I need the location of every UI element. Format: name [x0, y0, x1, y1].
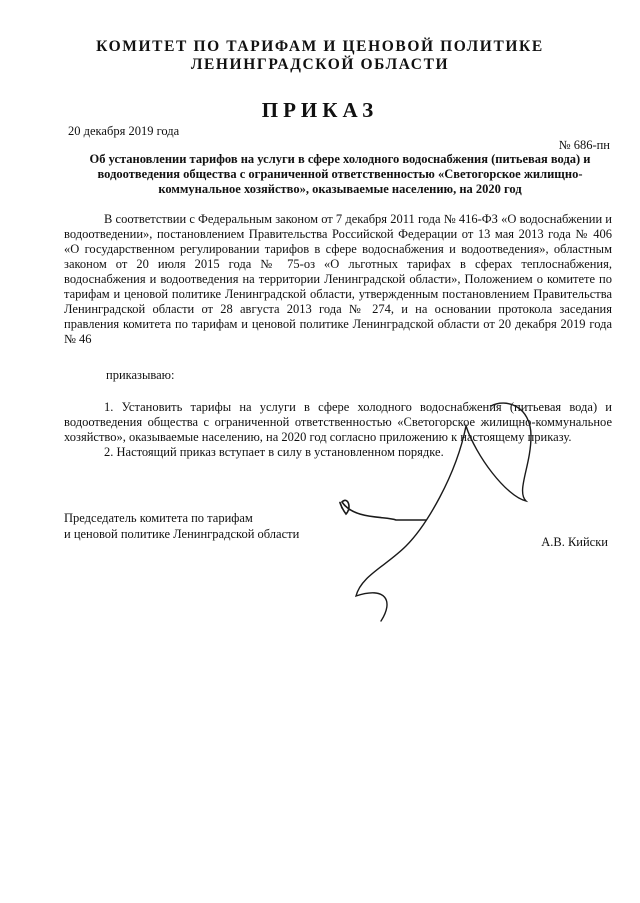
signatory-position-line2: и ценовой политике Ленинградской области — [64, 527, 300, 541]
handwritten-signature — [326, 396, 566, 626]
order-item-1: 1. Установить тарифы на услуги в сфере холодного водоснабжения (питьевая вода) и водоотведения общества с ограниченной ответственностью «Светогорское жилищно-коммунальное хозяйство», оказываемые населению, на 2020 год согласно приложению к настоящему приказу. — [64, 400, 612, 444]
organization-name-line2: ЛЕНИНГРАДСКОЙ ОБЛАСТИ — [190, 56, 450, 73]
preamble-paragraph: В соответствии с Федеральным законом от 7 декабря 2011 года № 416-ФЗ «О водоснабжении и водоотведении», постановлением Правительства Российской Федерации от 13 мая 2013 года № 406 «О государственном регулировании тарифов в сфере водоснабжения и водоотведения», областным законом от 20 июля 2015 года № 75-оз «О льготных тарифах в сферах теплоснабжения, водоснабжения и водоотведения на территории Ленинградской области», Положением о комитете по тарифам и ценовой политике Ленинградской области, утвержденным постановлением Правительства Ленинградской области от 28 августа 2013 года № 274, и на основании протокола заседания правления комитета по тарифам и ценовой политике Ленинградской области от 20 декабря 2019 года № 46 — [64, 212, 612, 346]
document-number: № 686-пн — [558, 138, 610, 152]
document-title: ПРИКАЗ — [261, 98, 379, 122]
document-subject: Об установлении тарифов на услуги в сфере холодного водоснабжения (питьевая вода) и водоотведения общества с ограниченной ответственностью «Светогорское жилищно-коммунальное хозяйство», оказываемые населению, на 2020 год — [89, 152, 591, 196]
order-item-2: 2. Настоящий приказ вступает в силу в установленном порядке. — [104, 445, 444, 459]
document-date: 20 декабря 2019 года — [68, 124, 180, 138]
signatory-name: А.В. Кийски — [541, 535, 608, 549]
order-word: приказываю: — [106, 368, 175, 382]
organization-name-line1: КОМИТЕТ ПО ТАРИФАМ И ЦЕНОВОЙ ПОЛИТИКЕ — [96, 38, 544, 55]
signatory-position-line1: Председатель комитета по тарифам — [64, 511, 253, 525]
